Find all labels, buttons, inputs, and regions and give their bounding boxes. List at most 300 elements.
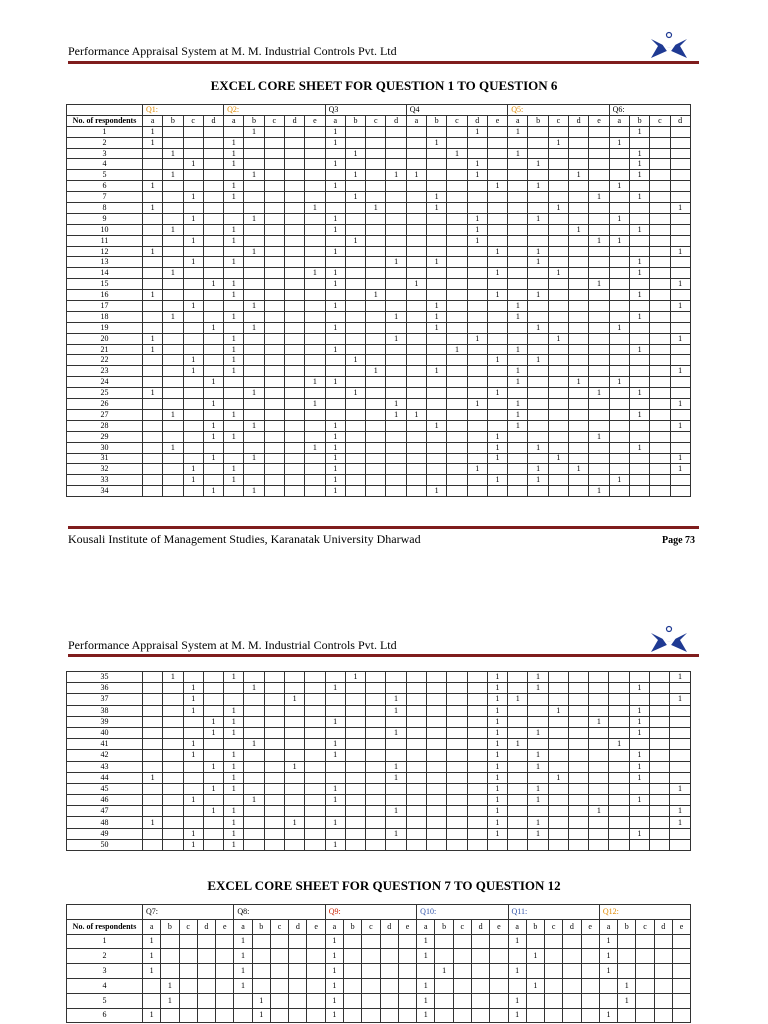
response-cell (244, 192, 264, 203)
response-cell (203, 126, 223, 137)
response-cell (224, 203, 244, 214)
response-cell: 1 (143, 181, 163, 192)
response-cell (447, 420, 467, 431)
response-cell (447, 388, 467, 399)
response-cell (589, 126, 609, 137)
response-cell (325, 333, 345, 344)
response-cell: 1 (386, 170, 406, 181)
option-header: e (487, 115, 507, 126)
response-cell: 1 (609, 235, 629, 246)
response-cell (183, 290, 203, 301)
question-label: Q7: (143, 905, 234, 920)
response-cell (366, 705, 386, 716)
response-cell (471, 934, 489, 949)
core-sheet-table-q1-q6 (66, 104, 691, 497)
response-cell (508, 839, 528, 850)
response-cell (467, 694, 487, 705)
response-cell (589, 672, 609, 683)
respondent-number: 3 (67, 964, 143, 979)
response-cell (163, 301, 183, 312)
response-cell (224, 126, 244, 137)
response-cell (526, 993, 544, 1008)
response-cell (224, 268, 244, 279)
response-cell: 1 (609, 181, 629, 192)
response-cell: 1 (305, 377, 325, 388)
response-cell: 1 (183, 213, 203, 224)
response-cell: 1 (163, 268, 183, 279)
response-cell (672, 964, 690, 979)
table-row (67, 213, 691, 224)
response-cell: 1 (629, 727, 649, 738)
response-cell: 1 (467, 235, 487, 246)
response-cell (325, 828, 345, 839)
response-cell (487, 224, 507, 235)
table-row (67, 224, 691, 235)
response-cell: 1 (487, 442, 507, 453)
response-cell (548, 366, 568, 377)
response-cell (163, 727, 183, 738)
response-cell (264, 739, 284, 750)
response-cell (618, 964, 636, 979)
response-cell (569, 279, 589, 290)
response-cell (386, 750, 406, 761)
response-cell: 1 (325, 268, 345, 279)
table-row (67, 366, 691, 377)
response-cell (629, 279, 649, 290)
option-header: d (197, 919, 215, 934)
response-cell: 1 (224, 355, 244, 366)
response-cell: 1 (548, 705, 568, 716)
response-cell (406, 442, 426, 453)
response-cell (427, 399, 447, 410)
response-cell (305, 839, 325, 850)
response-cell (183, 817, 203, 828)
response-cell (163, 137, 183, 148)
table-row (67, 170, 691, 181)
response-cell (670, 311, 690, 322)
response-cell (467, 322, 487, 333)
response-cell (670, 772, 690, 783)
response-cell (244, 377, 264, 388)
response-cell (143, 366, 163, 377)
response-cell (203, 159, 223, 170)
response-cell (270, 993, 288, 1008)
response-cell (264, 148, 284, 159)
option-header: d (654, 919, 672, 934)
response-cell (203, 344, 223, 355)
response-cell (264, 246, 284, 257)
response-cell (203, 213, 223, 224)
question-label: Q10: (417, 905, 508, 920)
response-cell: 1 (528, 442, 548, 453)
response-cell (548, 420, 568, 431)
response-cell: 1 (670, 694, 690, 705)
option-header: c (545, 919, 563, 934)
response-cell: 1 (528, 464, 548, 475)
table-row (67, 159, 691, 170)
response-cell (163, 683, 183, 694)
response-cell (406, 399, 426, 410)
response-cell (563, 1008, 581, 1023)
table-row (67, 993, 691, 1008)
response-cell (629, 301, 649, 312)
response-cell (305, 672, 325, 683)
table-row (67, 442, 691, 453)
response-cell (143, 783, 163, 794)
response-cell (467, 366, 487, 377)
response-cell (264, 442, 284, 453)
response-cell (427, 181, 447, 192)
response-cell (427, 442, 447, 453)
response-cell (487, 322, 507, 333)
response-cell (183, 388, 203, 399)
response-cell (305, 828, 325, 839)
response-cell (447, 213, 467, 224)
response-cell (270, 1008, 288, 1023)
response-cell: 1 (163, 409, 183, 420)
response-cell (427, 170, 447, 181)
response-cell (670, 213, 690, 224)
response-cell: 1 (548, 453, 568, 464)
response-cell (569, 213, 589, 224)
response-cell (508, 672, 528, 683)
response-cell: 1 (325, 224, 345, 235)
table-row (67, 739, 691, 750)
response-cell: 1 (629, 388, 649, 399)
respondent-number: 30 (67, 442, 143, 453)
table-row (67, 268, 691, 279)
response-cell (609, 672, 629, 683)
response-cell: 1 (325, 377, 345, 388)
response-cell (224, 795, 244, 806)
response-cell: 1 (569, 224, 589, 235)
response-cell (143, 170, 163, 181)
response-cell (203, 137, 223, 148)
response-cell (609, 257, 629, 268)
response-cell (589, 290, 609, 301)
response-cell (650, 181, 670, 192)
response-cell (264, 464, 284, 475)
response-cell: 1 (325, 795, 345, 806)
response-cell: 1 (325, 683, 345, 694)
response-cell (426, 694, 446, 705)
response-cell (589, 268, 609, 279)
response-cell (386, 795, 406, 806)
response-cell (203, 464, 223, 475)
response-cell (305, 683, 325, 694)
core-sheet-table-q7-q12 (66, 904, 691, 1023)
table-row (67, 761, 691, 772)
response-cell (654, 934, 672, 949)
response-cell (650, 795, 670, 806)
response-cell (508, 355, 528, 366)
response-cell (453, 934, 471, 949)
response-cell (487, 203, 507, 214)
response-cell: 1 (427, 322, 447, 333)
response-cell (224, 683, 244, 694)
response-cell (284, 464, 304, 475)
response-cell: 1 (629, 795, 649, 806)
response-cell (629, 322, 649, 333)
response-cell (406, 828, 426, 839)
response-cell (528, 409, 548, 420)
response-cell: 1 (143, 246, 163, 257)
response-cell (670, 795, 690, 806)
response-cell (305, 739, 325, 750)
response-cell (244, 159, 264, 170)
response-cell: 1 (325, 978, 343, 993)
response-cell (325, 705, 345, 716)
response-cell (366, 817, 386, 828)
response-cell (670, 181, 690, 192)
response-cell: 1 (548, 772, 568, 783)
response-cell (528, 279, 548, 290)
response-cell (548, 355, 568, 366)
response-cell (650, 246, 670, 257)
response-cell (345, 268, 365, 279)
response-cell (447, 224, 467, 235)
response-cell (307, 949, 325, 964)
response-cell: 1 (183, 464, 203, 475)
response-cell: 1 (325, 949, 343, 964)
response-cell (366, 486, 386, 497)
response-cell (264, 203, 284, 214)
option-header: b (435, 919, 453, 934)
response-cell (406, 750, 426, 761)
response-cell (270, 964, 288, 979)
response-cell (203, 235, 223, 246)
response-cell (244, 355, 264, 366)
response-cell (345, 727, 365, 738)
response-cell (467, 148, 487, 159)
response-cell: 1 (609, 322, 629, 333)
response-cell: 1 (508, 377, 528, 388)
response-cell (386, 159, 406, 170)
option-header: b (618, 919, 636, 934)
respondent-number: 29 (67, 431, 143, 442)
response-cell: 1 (629, 290, 649, 301)
response-cell (599, 993, 617, 1008)
response-cell (183, 431, 203, 442)
response-cell (143, 431, 163, 442)
response-cell: 1 (143, 203, 163, 214)
response-cell (629, 464, 649, 475)
response-cell (203, 148, 223, 159)
response-cell (447, 442, 467, 453)
response-cell (508, 203, 528, 214)
response-cell (143, 464, 163, 475)
response-cell (345, 772, 365, 783)
response-cell (650, 301, 670, 312)
response-cell (609, 486, 629, 497)
response-cell (508, 817, 528, 828)
response-cell (244, 442, 264, 453)
response-cell: 1 (629, 683, 649, 694)
response-cell (244, 279, 264, 290)
response-cell (568, 739, 588, 750)
response-cell (366, 475, 386, 486)
response-cell (548, 783, 568, 794)
response-cell (609, 839, 629, 850)
response-cell (183, 344, 203, 355)
response-cell (143, 475, 163, 486)
question-label: Q6: (609, 105, 690, 116)
option-header: d (670, 115, 690, 126)
response-cell (447, 137, 467, 148)
response-cell (264, 409, 284, 420)
response-cell (569, 257, 589, 268)
response-cell (143, 192, 163, 203)
response-cell (163, 399, 183, 410)
response-cell (163, 322, 183, 333)
response-cell (569, 355, 589, 366)
response-cell: 1 (670, 333, 690, 344)
response-cell (203, 333, 223, 344)
response-cell (528, 739, 548, 750)
response-cell (467, 672, 487, 683)
response-cell: 1 (224, 137, 244, 148)
response-cell (569, 203, 589, 214)
response-cell (487, 409, 507, 420)
response-cell (224, 322, 244, 333)
response-cell: 1 (325, 344, 345, 355)
response-cell (467, 137, 487, 148)
response-cell (650, 442, 670, 453)
response-cell (345, 739, 365, 750)
response-cell (284, 355, 304, 366)
response-cell (609, 716, 629, 727)
response-cell (545, 1008, 563, 1023)
response-cell: 1 (599, 964, 617, 979)
response-cell (435, 949, 453, 964)
response-cell (508, 333, 528, 344)
response-cell: 1 (224, 839, 244, 850)
response-cell (203, 475, 223, 486)
response-cell: 1 (224, 290, 244, 301)
response-cell (609, 203, 629, 214)
response-cell (406, 148, 426, 159)
respondent-number: 27 (67, 409, 143, 420)
respondent-number: 50 (67, 839, 143, 850)
response-cell: 1 (244, 683, 264, 694)
response-cell (143, 257, 163, 268)
response-cell (183, 409, 203, 420)
response-cell: 1 (203, 431, 223, 442)
response-cell (345, 683, 365, 694)
response-cell (548, 213, 568, 224)
response-cell: 1 (325, 279, 345, 290)
table-row (67, 727, 691, 738)
response-cell (508, 475, 528, 486)
response-cell (183, 181, 203, 192)
response-cell: 1 (528, 750, 548, 761)
response-cell (650, 366, 670, 377)
response-cell: 1 (629, 716, 649, 727)
response-cell (362, 949, 380, 964)
response-cell (179, 934, 197, 949)
response-cell (453, 993, 471, 1008)
response-cell (264, 388, 284, 399)
response-cell (589, 475, 609, 486)
respondent-number: 31 (67, 453, 143, 464)
response-cell (581, 934, 599, 949)
response-cell (406, 806, 426, 817)
response-cell (307, 993, 325, 1008)
response-cell (203, 257, 223, 268)
response-cell (654, 993, 672, 1008)
response-cell (629, 783, 649, 794)
response-cell (528, 806, 548, 817)
response-cell (264, 817, 284, 828)
response-cell: 1 (345, 170, 365, 181)
response-cell: 1 (325, 159, 345, 170)
table-row (67, 934, 691, 949)
response-cell (581, 964, 599, 979)
response-cell (244, 333, 264, 344)
response-cell: 1 (183, 192, 203, 203)
response-cell: 1 (487, 290, 507, 301)
response-cell (548, 409, 568, 420)
response-cell (345, 126, 365, 137)
response-cell (305, 795, 325, 806)
response-cell (345, 705, 365, 716)
response-cell (366, 727, 386, 738)
response-cell (487, 333, 507, 344)
response-cell (589, 366, 609, 377)
response-cell (305, 727, 325, 738)
response-cell (589, 355, 609, 366)
response-cell (467, 772, 487, 783)
response-cell (406, 783, 426, 794)
response-cell (569, 126, 589, 137)
response-cell (183, 761, 203, 772)
response-cell (545, 993, 563, 1008)
response-cell: 1 (629, 148, 649, 159)
response-cell: 1 (325, 453, 345, 464)
response-cell (270, 934, 288, 949)
response-cell: 1 (203, 377, 223, 388)
response-cell (467, 716, 487, 727)
response-cell: 1 (284, 694, 304, 705)
response-cell (264, 727, 284, 738)
response-cell (568, 806, 588, 817)
response-cell (325, 235, 345, 246)
response-cell: 1 (224, 409, 244, 420)
response-cell (252, 978, 270, 993)
response-cell (143, 750, 163, 761)
response-cell (508, 772, 528, 783)
response-cell (345, 750, 365, 761)
response-cell (305, 333, 325, 344)
table-row (67, 137, 691, 148)
respondent-number: 4 (67, 159, 143, 170)
response-cell: 1 (508, 739, 528, 750)
response-cell (244, 268, 264, 279)
response-cell (568, 839, 588, 850)
response-cell (244, 761, 264, 772)
response-cell (426, 739, 446, 750)
response-cell (568, 783, 588, 794)
response-cell: 1 (386, 772, 406, 783)
response-cell: 1 (183, 739, 203, 750)
response-cell: 1 (487, 694, 507, 705)
response-cell (609, 409, 629, 420)
response-cell (366, 420, 386, 431)
option-header: b (163, 115, 183, 126)
response-cell (406, 311, 426, 322)
response-cell (305, 126, 325, 137)
response-cell: 1 (203, 399, 223, 410)
